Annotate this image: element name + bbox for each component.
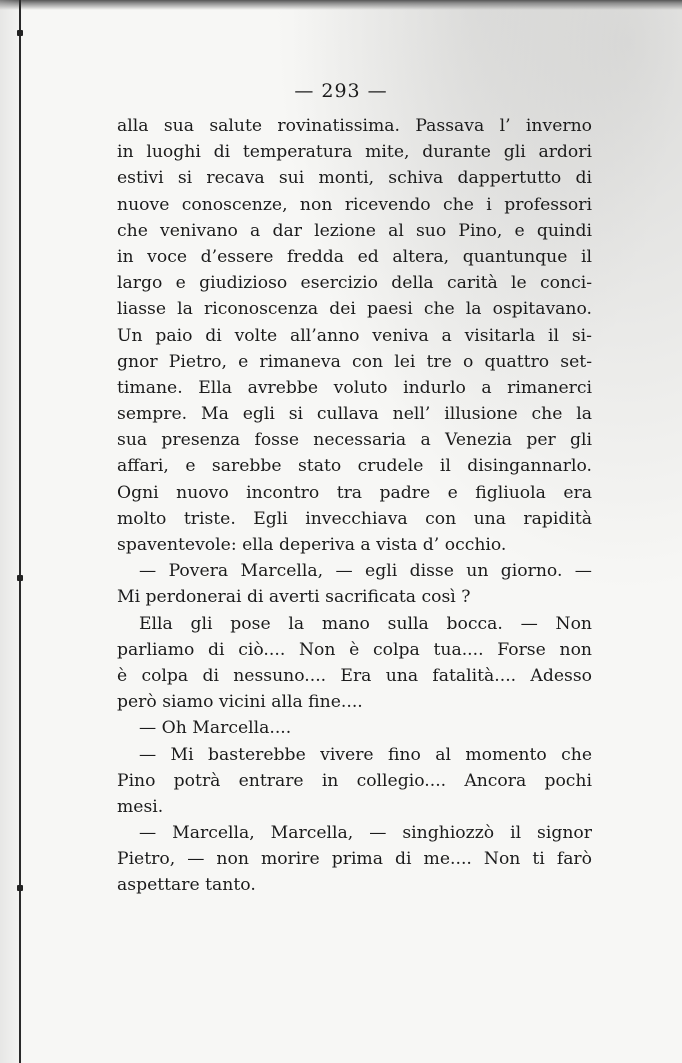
text-line: sempre. Ma egli si cullava nell’ illusione che la [117, 404, 592, 425]
text-line: spaventevole: ella deperiva a vista d’ occhio. [117, 535, 507, 555]
text-line: sua presenza fosse necessaria a Venezia per gli [117, 430, 592, 451]
text-line: gnor Pietro, e rimaneva con lei tre o quattro set- [117, 351, 592, 372]
text-line: nuove conoscenze, non ricevendo che i professori [117, 194, 592, 215]
text-line: liasse la riconoscenza dei paesi che la ospitavano. [117, 299, 592, 320]
text-line: Mi perdonerai di averti sacrificata così ? [117, 587, 471, 608]
text-line: parliamo di ciò.... Non è colpa tua.... Forse non [117, 639, 592, 660]
text-line: — Marcella, Marcella, — singhiozzò il signor [139, 823, 592, 844]
body-text [117, 113, 592, 899]
text-line: in luoghi di temperatura mite, durante gli ardori [117, 142, 592, 163]
text-line: — Povera Marcella, — egli disse un giorno. — [139, 561, 592, 582]
text-line: mesi. [117, 796, 164, 817]
text-line: in voce d’essere fredda ed altera, quantunque il [117, 246, 592, 267]
text-line: timane. Ella avrebbe voluto indurlo a rimanerci [117, 377, 592, 398]
text-line: che venivano a dar lezione al suo Pino, e quindi [117, 220, 592, 241]
text-line: Pino potrà entrare in collegio.... Ancora pochi [117, 770, 592, 791]
text-line: Ogni nuovo incontro tra padre e figliuola era [117, 482, 592, 503]
text-line: molto triste. Egli invecchiava con una rapidità [117, 508, 592, 529]
text-line: aspettare tanto. [117, 875, 256, 896]
text-line: Ella gli pose la mano sulla bocca. — Non [139, 613, 592, 634]
text-line: — Oh Marcella.... [139, 718, 292, 739]
text-line: Pietro, — non morire prima di me.... Non ti farò [117, 849, 592, 870]
binding-mark [17, 575, 23, 581]
page-top-shadow [0, 0, 682, 10]
text-line: alla sua salute rovinatissima. Passava l’ inverno [117, 116, 592, 136]
binding-mark [17, 30, 23, 36]
text-line: Un paio di volte all’anno veniva a visitarla il si- [117, 325, 592, 346]
text-line: è colpa di nessuno.... Era una fatalità.... Adesso [117, 665, 592, 686]
page-number: — 293 — [294, 80, 388, 102]
text-line: estivi si recava sui monti, schiva dappertutto di [117, 168, 592, 189]
text-line: affari, e sarebbe stato crudele il disingannarlo. [117, 456, 592, 477]
text-line: — Mi basterebbe vivere fino al momento che [139, 744, 592, 765]
text-line: largo e giudizioso esercizio della carità le conci- [117, 273, 592, 294]
page-left-border [19, 0, 21, 1063]
text-line: però siamo vicini alla fine.... [117, 692, 363, 713]
binding-mark [17, 885, 23, 891]
